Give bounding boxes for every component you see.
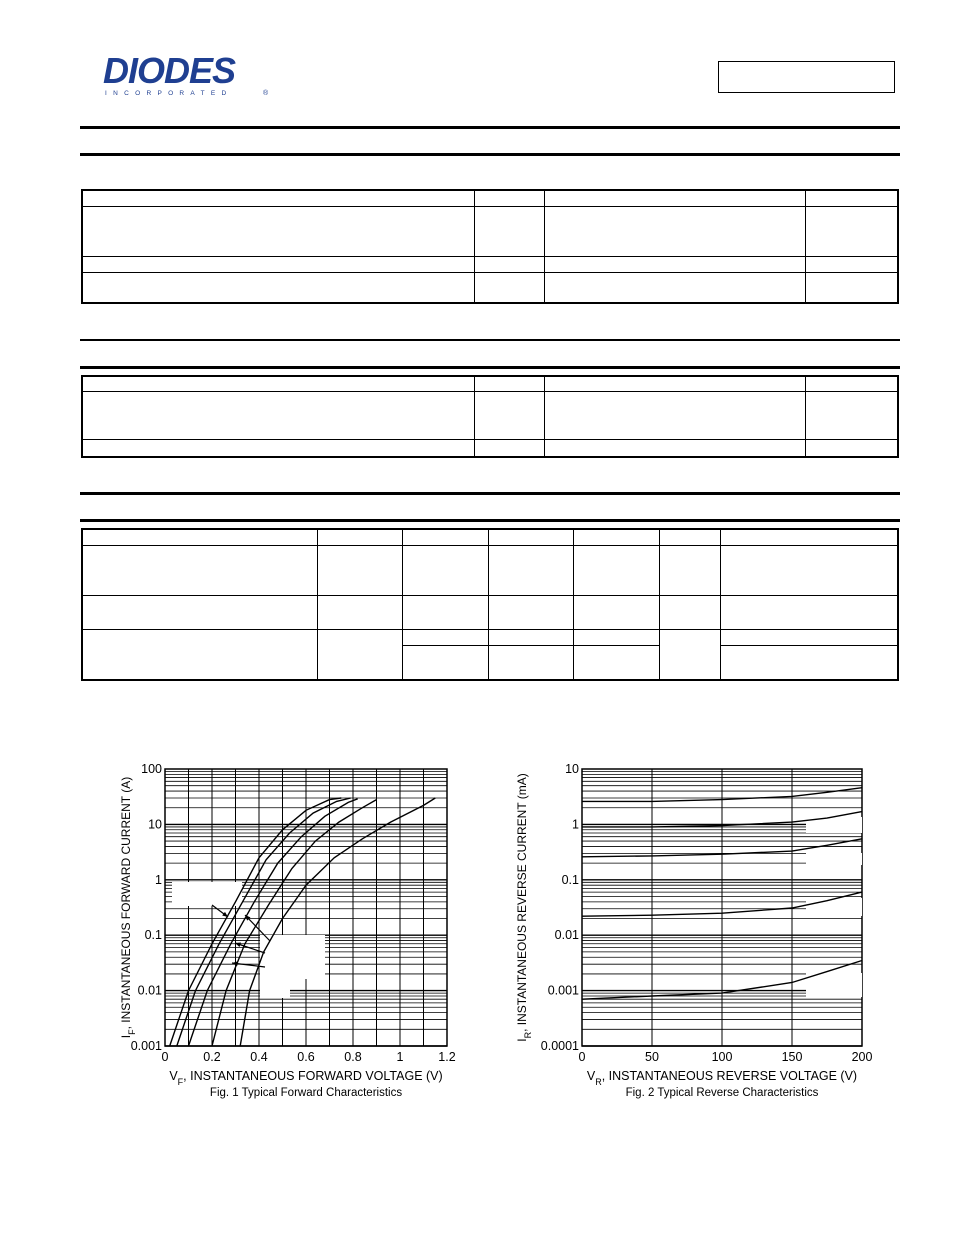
label-mask [806, 898, 862, 916]
forward-characteristics-chart [110, 755, 460, 1100]
y-tick-label: 0.0001 [540, 1039, 579, 1053]
x-tick-label: 0.8 [344, 1050, 362, 1064]
table-cell [83, 440, 475, 457]
diodes-logo [103, 52, 273, 98]
section-rule-bottom [80, 366, 900, 369]
label-mask [806, 853, 862, 865]
table-cell [83, 630, 318, 680]
table-cell [83, 377, 475, 392]
x-tick-label: 200 [851, 1050, 873, 1064]
label-mask [172, 882, 242, 906]
y-axis-label: $I_R$, INSTANTANEOUS REVERSE CURRENT (mA) [515, 773, 533, 1042]
x-tick-label: 0.6 [297, 1050, 315, 1064]
x-tick-label: 1.2 [438, 1050, 456, 1064]
series-line-2 [177, 798, 351, 1046]
table-thermal [82, 376, 898, 457]
logo-wordmark: DIODES [103, 50, 236, 91]
figure-caption: Fig. 1 Typical Forward Characteristics [209, 1087, 403, 1099]
x-tick-label: 150 [781, 1050, 803, 1064]
label-mask [806, 973, 862, 997]
x-tick-label: 0 [578, 1050, 586, 1064]
y-tick-label: 10 [565, 762, 579, 776]
x-tick-label: 1 [396, 1050, 404, 1064]
x-tick-label: 50 [645, 1050, 659, 1064]
table-cell [83, 191, 475, 207]
y-tick-label: 1 [155, 872, 162, 887]
y-tick-label: 100 [141, 762, 162, 776]
reverse-characteristics-chart [508, 755, 873, 1100]
table-cell [83, 273, 475, 303]
table-cell [83, 546, 318, 596]
table-maximum-ratings [82, 190, 898, 303]
figure-caption: Fig. 2 Typical Reverse Characteristics [625, 1087, 819, 1099]
table-cell [83, 596, 318, 630]
y-tick-label: 0.1 [561, 872, 579, 887]
table-cell [83, 530, 318, 546]
logo-subtitle: INCORPORATED [105, 90, 233, 97]
x-tick-label: 0.2 [203, 1050, 221, 1064]
table-cell [83, 257, 475, 273]
table-cell [83, 392, 475, 440]
label-mask [260, 968, 290, 998]
y-axis-label: $I_F$, INSTANTANEOUS FORWARD CURRENT (A) [119, 776, 137, 1039]
section-rule-top [80, 339, 900, 341]
y-tick-label: 10 [148, 817, 162, 832]
section-rule-top [80, 126, 900, 129]
section-rule-bottom [80, 153, 900, 156]
x-tick-label: 0 [161, 1050, 169, 1064]
x-axis-label: $V_R$, INSTANTANEOUS REVERSE VOLTAGE (V) [586, 1069, 858, 1087]
series-line-3 [189, 799, 358, 1046]
y-tick-label: 0.001 [547, 983, 579, 998]
series-line-1 [170, 798, 342, 1046]
y-tick-label: 0.001 [130, 1039, 162, 1053]
y-tick-label: 0.01 [137, 983, 162, 998]
table-electrical [82, 529, 898, 680]
series-line-5 [240, 798, 435, 1046]
y-tick-label: 0.1 [144, 928, 162, 943]
x-tick-label: 0.4 [250, 1050, 268, 1064]
table-cell [83, 207, 475, 257]
part-number-box [718, 61, 895, 93]
y-tick-label: 1 [572, 817, 579, 832]
logo-registered-mark: ® [263, 90, 269, 97]
y-tick-label: 0.01 [554, 928, 579, 943]
x-tick-label: 100 [711, 1050, 733, 1064]
section-rule-bottom [80, 519, 900, 522]
x-axis-label: $V_F$, INSTANTANEOUS FORWARD VOLTAGE (V) [169, 1069, 443, 1087]
section-rule-top [80, 492, 900, 495]
